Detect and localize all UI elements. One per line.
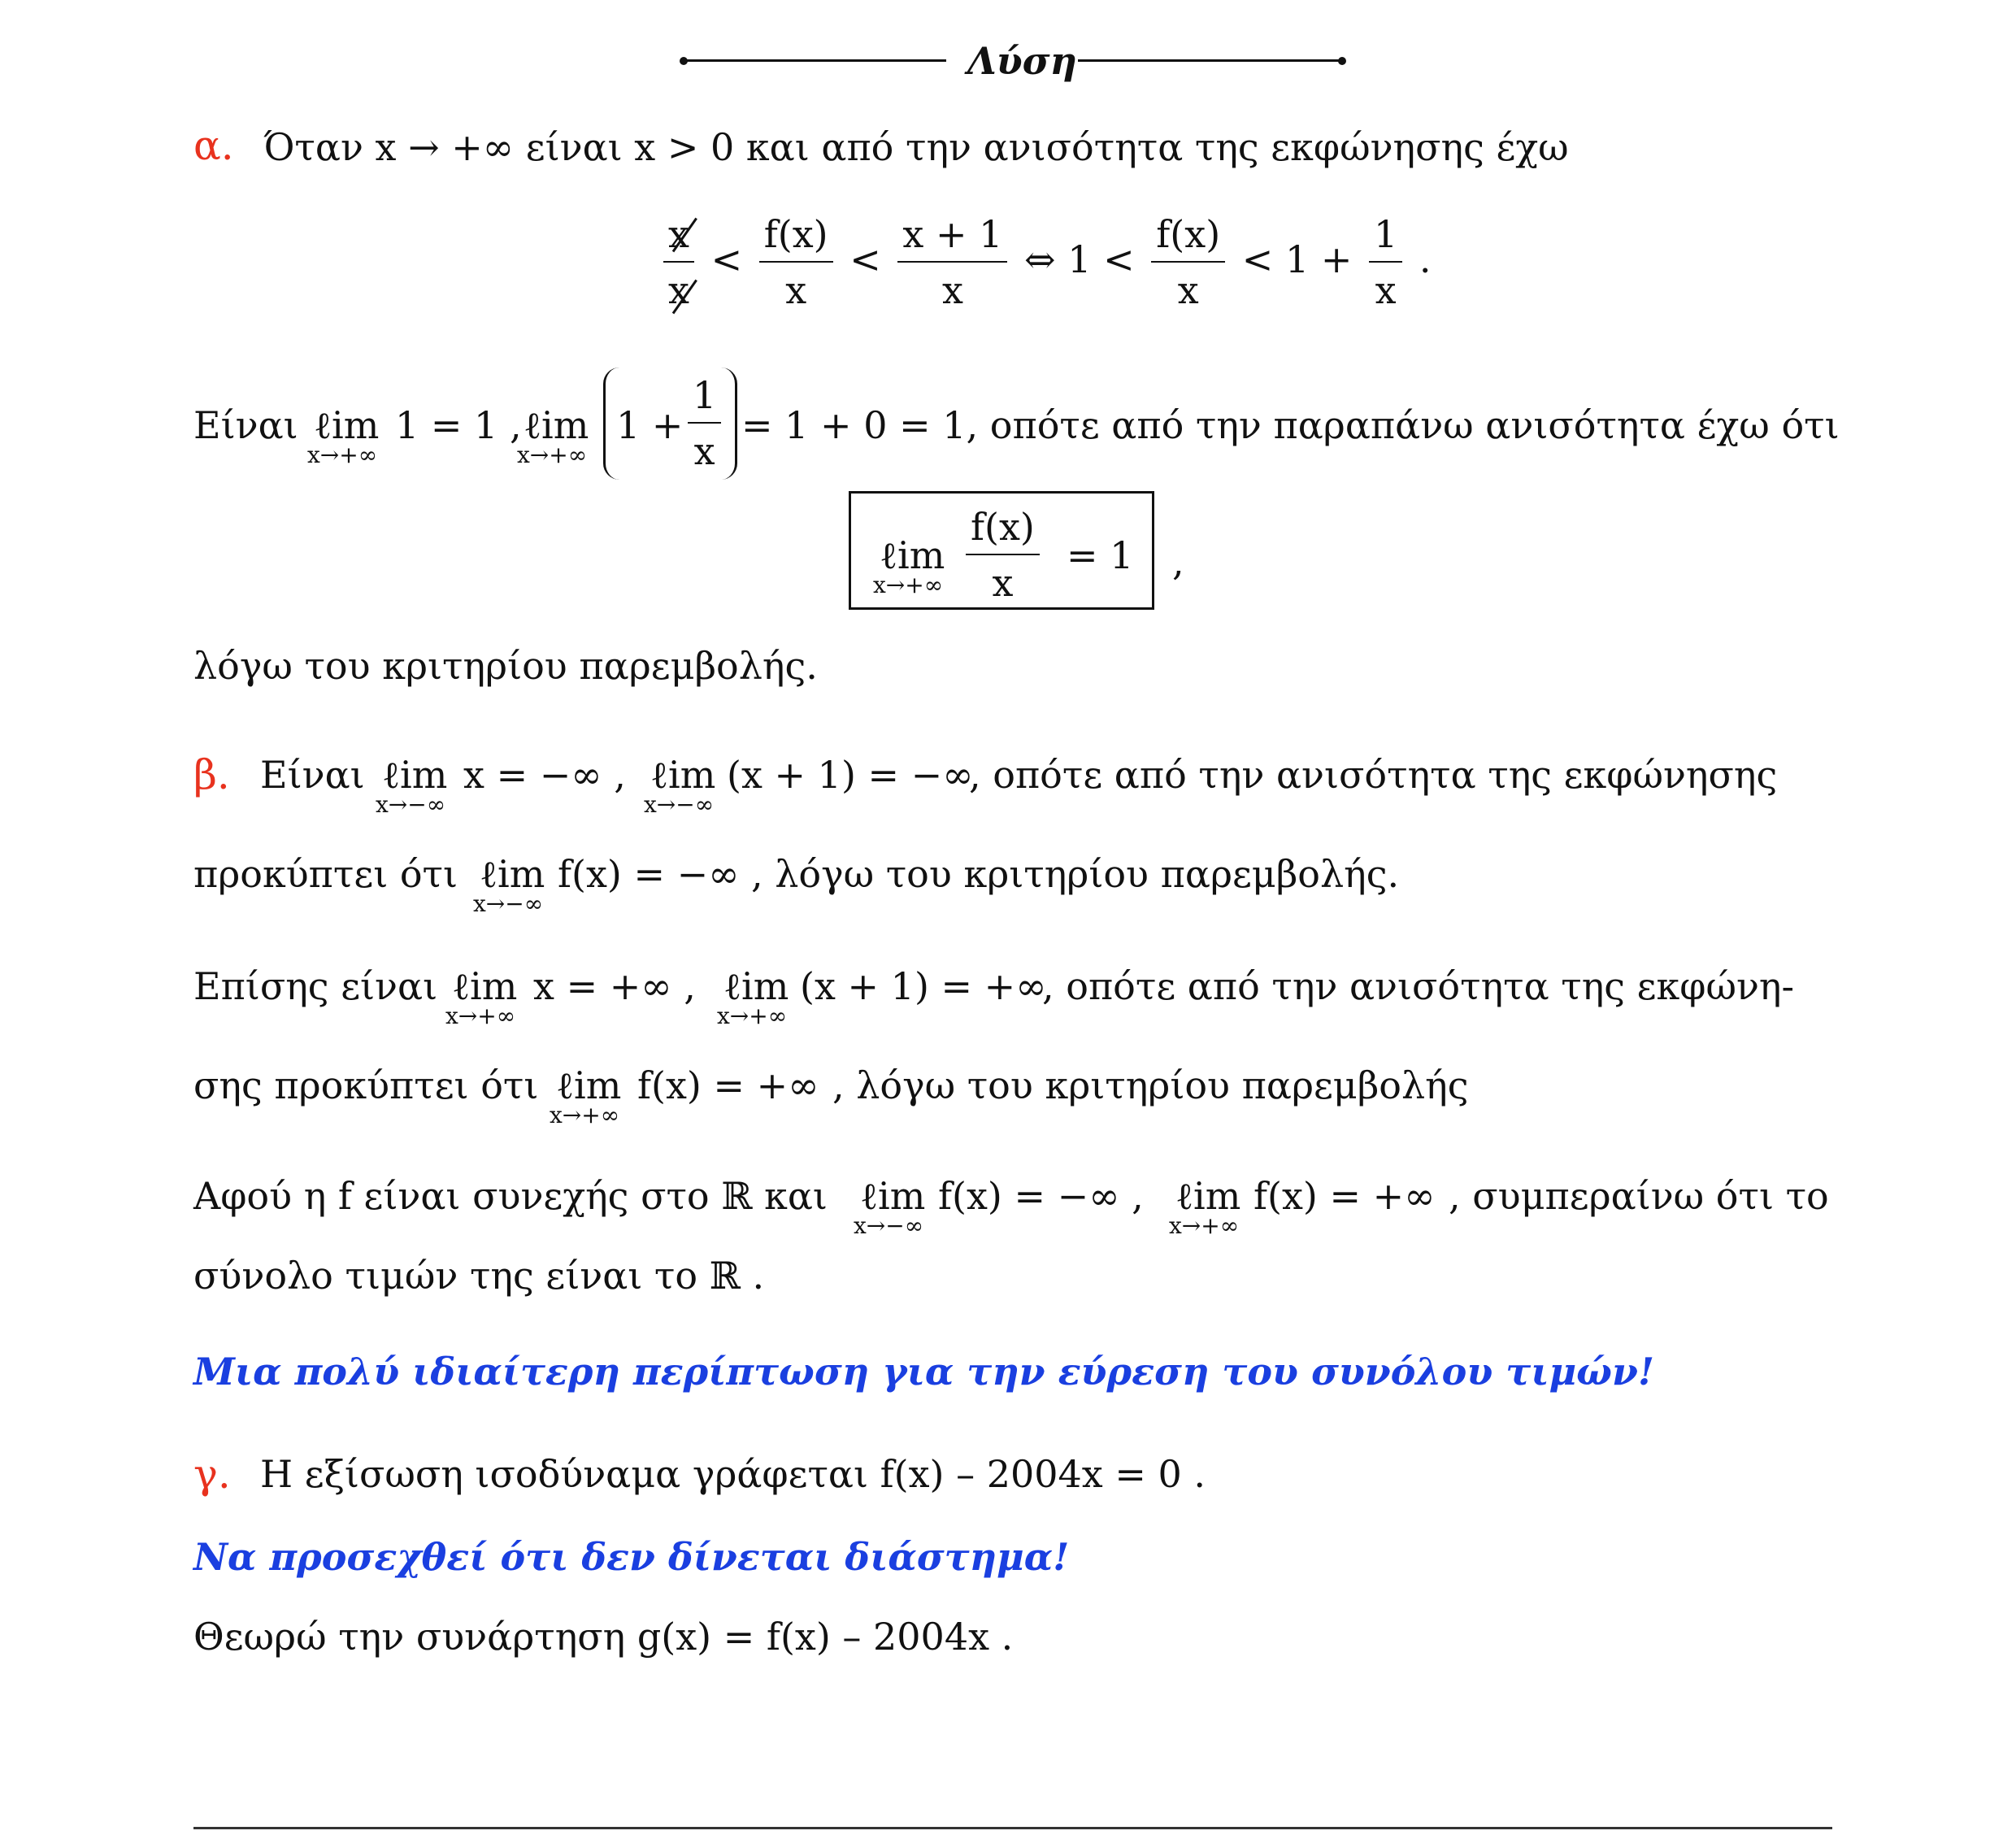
part-c-line1: Η εξίσωση ισοδύναμα γράφεται f(x) – 2004x = 0 . xyxy=(260,1452,1206,1496)
b-limit-3-expr: f(x) = −∞ xyxy=(558,852,740,896)
part-a-line3: λόγω του κριτηρίου παρεμβολής. xyxy=(193,644,818,688)
b-limit-1: ℓim xyxy=(382,753,448,797)
limit-2-sub: x→+∞ xyxy=(517,441,588,468)
limit-1-expr: 1 = 1 , xyxy=(395,403,522,447)
part-c-note: Να προσεχθεί ότι δεν δίνεται διάστημα! xyxy=(193,1535,1070,1579)
fraction-fx-over-x: $\frac{f(x)}{x}$ xyxy=(759,213,833,312)
b-limit-1-sub: x→−∞ xyxy=(376,791,446,818)
boxed-fraction: $\frac{f(x)}{x}$ xyxy=(961,506,1045,605)
part-b-line2-end: , λόγω του κριτηρίου παρεμβολής. xyxy=(751,852,1400,896)
part-b-line3-start: Επίσης είναι xyxy=(193,964,438,1008)
b-limit-3-sub: x→−∞ xyxy=(473,890,544,917)
part-b-line1-end: , οπότε από την ανισότητα της εκφώνησης xyxy=(969,753,1778,797)
b-limit-4-sub: x→+∞ xyxy=(445,1002,516,1029)
limit-2-open: 1 + xyxy=(616,403,684,447)
part-b-line3-end: , οπότε από την ανισότητα της εκφώνη- xyxy=(1042,964,1795,1008)
boxed-limit: ℓim xyxy=(880,533,945,577)
b-limit-2: ℓim xyxy=(650,753,716,797)
part-b-line1-start: Είναι xyxy=(260,753,365,797)
b-limit-7-expr: f(x) = −∞ , xyxy=(938,1174,1144,1218)
part-b-line4-end: , λόγω του κριτηρίου παρεμβολής xyxy=(832,1063,1469,1107)
b-limit-7-sub: x→−∞ xyxy=(854,1212,924,1239)
b-limit-2-expr: (x + 1) = −∞ xyxy=(727,753,974,797)
inequality-chain: $\frac{x}{x}$ < $\frac{f(x)}{x}$ < $\frac{x + 1}{x}$ ⇔ 1 < $\frac{f(x)}{x}$ < 1 + $\frac{1}{x}$ . xyxy=(658,213,1432,312)
b-limit-4-expr: x = +∞ , xyxy=(533,964,696,1008)
b-limit-3: ℓim xyxy=(480,852,545,896)
fraction-1-over-x: $\frac{1}{x}$ xyxy=(1369,213,1402,312)
part-b-line5-start: Αφού η f είναι συνεχής στο ℝ και xyxy=(193,1174,828,1218)
b-limit-5-sub: x→+∞ xyxy=(717,1002,788,1029)
limit-1-sub: x→+∞ xyxy=(307,441,378,468)
b-limit-1-expr: x = −∞ , xyxy=(463,753,626,797)
part-b-label: β. xyxy=(193,751,230,798)
limit-2-fraction: $\frac{1}{x}$ xyxy=(683,374,726,473)
part-b-line6: σύνολο τιμών της είναι το ℝ . xyxy=(193,1254,765,1298)
part-c-label: γ. xyxy=(193,1450,231,1498)
b-limit-4: ℓim xyxy=(452,964,518,1008)
boxed-limit-sub: x→+∞ xyxy=(873,572,944,598)
b-limit-2-sub: x→−∞ xyxy=(644,791,715,818)
b-limit-7: ℓim xyxy=(860,1174,926,1218)
b-limit-5: ℓim xyxy=(723,964,789,1008)
part-b-line2-start: προκύπτει ότι xyxy=(193,852,458,896)
fraction-fx-over-x-2: $\frac{f(x)}{x}$ xyxy=(1151,213,1225,312)
b-limit-6-sub: x→+∞ xyxy=(550,1102,620,1128)
b-limit-8-expr: f(x) = +∞ xyxy=(1253,1174,1436,1218)
boxed-comma: , xyxy=(1172,540,1184,584)
boxed-equals: = 1 xyxy=(1067,533,1134,577)
part-a-line2-end: = 1 + 0 = 1, οπότε από την παραπάνω ανισότητα έχω ότι xyxy=(741,403,1840,447)
fraction-xplus1-over-x: $\frac{x + 1}{x}$ xyxy=(897,213,1007,312)
part-b-note: Μια πολύ ιδιαίτερη περίπτωση για την εύρεση του συνόλου τιμών! xyxy=(193,1350,1655,1394)
limit-1: ℓim xyxy=(314,403,380,447)
part-a-line1: Όταν x → +∞ είναι x > 0 και από την ανισότητα της εκφώνησης έχω xyxy=(263,125,1569,169)
limit-2: ℓim xyxy=(524,403,589,447)
part-b-line5-end: , συμπεραίνω ότι το xyxy=(1449,1174,1829,1218)
part-a-line2-start: Είναι xyxy=(193,403,298,447)
b-limit-5-expr: (x + 1) = +∞ xyxy=(800,964,1047,1008)
page-title: Λύση xyxy=(967,39,1077,83)
b-limit-8-sub: x→+∞ xyxy=(1169,1212,1240,1239)
b-limit-8: ℓim xyxy=(1175,1174,1241,1218)
part-b-line4-start: σης προκύπτει ότι xyxy=(193,1063,539,1107)
part-a-label: α. xyxy=(193,122,234,169)
part-c-line2: Θεωρώ την συνάρτηση g(x) = f(x) – 2004x . xyxy=(193,1615,1014,1659)
fraction-x-over-x: $\frac{x}{x}$ xyxy=(663,213,694,312)
page-bottom-rule xyxy=(193,1827,1832,1829)
right-paren xyxy=(719,367,737,480)
b-limit-6-expr: f(x) = +∞ xyxy=(637,1063,819,1107)
b-limit-6: ℓim xyxy=(556,1063,622,1107)
